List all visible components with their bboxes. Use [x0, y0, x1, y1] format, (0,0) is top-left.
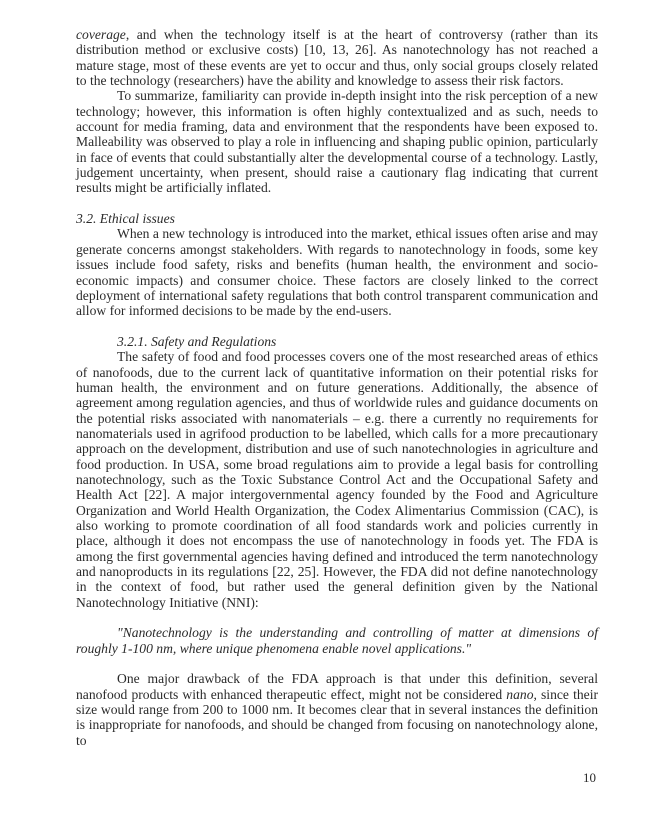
subsection-heading-safety-regulations: 3.2.1. Safety and Regulations: [117, 333, 277, 349]
italic-term-coverage: coverage: [76, 27, 126, 42]
spacer: [76, 610, 598, 625]
paragraph-ethical-issues: When a new technology is introduced into the market, ethical issues often arise and may generate concerns amongst stakeholders. With regards to nanotechnology in foods, some key issues include food safety, risks and benefits (human health, the environment and socio-economic impacts) and consumer choice. These factors are closely linked to the correct deployment of international safety regulations that both control transparent communication and allow for informed decisions to be made by the end-users.: [76, 226, 598, 319]
paragraph-text: , since their size would range from 200 to 1000 nm. It becomes clear that in several instances the definition is inappropriate for nanofoods, and should be changed from focusing on nanotechnology alone, to: [76, 686, 598, 748]
paragraph-coverage: [76, 27, 598, 88]
page-number: 10: [583, 770, 596, 785]
paragraph-text: , and when the technology itself is at the heart of controversy (rather than its distribution method or exclusive costs) [10, 13, 26]. As nanotechnology has not reached a mature stage, most of these events are yet to occur and thus, only social groups closely related to the technology (researchers) have the ability and knowledge to assess their risk factors.: [76, 27, 598, 89]
paragraph-summary: To summarize, familiarity can provide in-depth insight into the risk perception of a new technology; however, this information is often highly contextualized and as such, needs to account for media framing, data and environment that the respondents have been exposed to. Malleability was observed to play a role in influencing and shaping public opinion, particularly in face of events that could substantially alter the developmental course of a technology. Lastly, judgement uncertainty, when present, should raise a cautionary flag indicating that current results might be artificially inflated.: [76, 88, 598, 196]
spacer: [76, 656, 598, 671]
document-page: [76, 27, 598, 748]
spacer: [76, 196, 598, 211]
paragraph-safety-regulations: The safety of food and food processes covers one of the most researched areas of ethics of nanofoods, due to the current lack of quantitative information on their potential risks for human health, the environment and on future generations. Additionally, the absence of agreement among regulation agencies, and thus of worldwide rules and guidance documents on the potential risks associated with nanomaterials – e.g. there a currently no requirements for nanomaterials used in agrifood production to be labelled, which calls for a more precautionary approach on the development, distribution and use of such nanotechnologies in agriculture and food production. In USA, some broad regulations aim to provide a legal basis for controlling nanotechnology, such as the Toxic Substance Control Act and the Occupational Safety and Health Act [22]. A major intergovernmental agency founded by the Food and Agriculture Organization and World Health Organization, the Codex Alimentarius Commission (CAC), is also working to promote coordination of all food standards work and policies currently in place, although it does not encompass the use of nanotechnology in foods yet. The FDA is among the first governmental agencies having defined and introduced the term nanotechnology and nanoproducts in its regulations [22, 25]. However, the FDA did not define nanotechnology in the context of food, but rather used the general definition given by the National Nanotechnology Initiative (NNI):: [76, 349, 598, 610]
section-heading-ethical-issues: 3.2. Ethical issues: [76, 211, 175, 227]
paragraph-text: One major drawback of the FDA approach is that under this definition, several nanofood products with enhanced therapeutic effect, might not be considered: [76, 671, 598, 702]
paragraph-fda-drawback: [76, 671, 598, 748]
italic-term-nano: nano: [506, 686, 534, 702]
spacer: [76, 319, 598, 334]
block-quote-nni-definition: "Nanotechnology is the understanding and controlling of matter at dimensions of roughly 1-100 nm, where unique phenomena enable novel applications.": [76, 625, 598, 656]
